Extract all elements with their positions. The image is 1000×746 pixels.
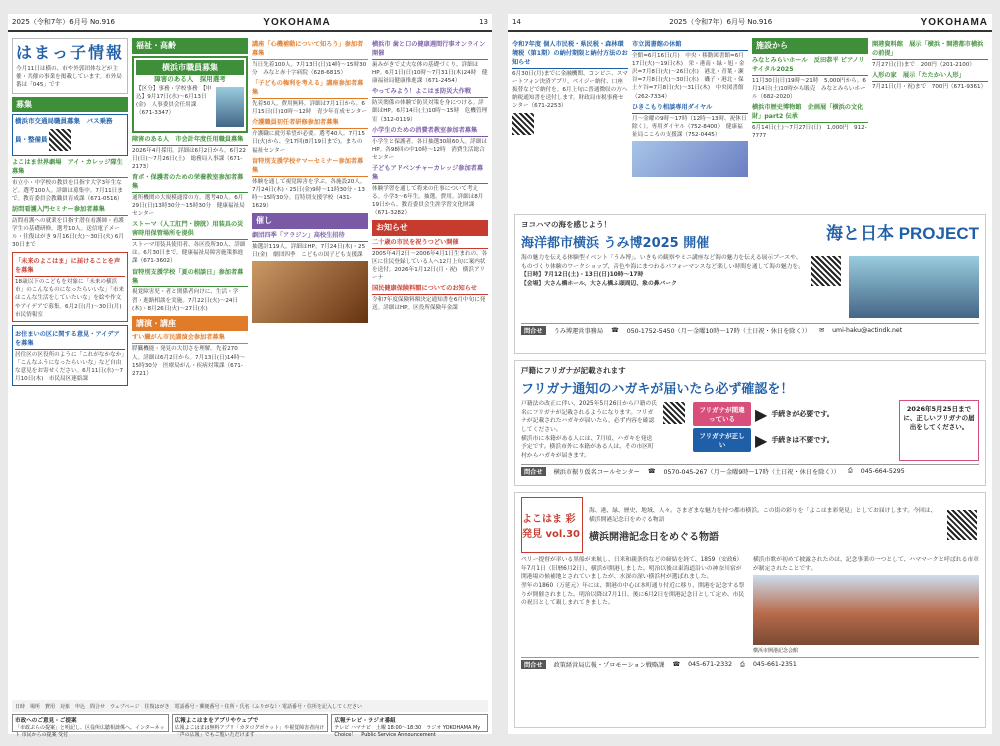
ward-opinion-box — [12, 325, 128, 386]
item-body: 18歳以下のこどもを対象に「未来の横浜市」のこんなものになったらいいな」「市来はこんな生活をしていたいな」を絵や作文やアイデアで募集。6月2日(月)〜30日(月) 市民情報室 — [15, 279, 128, 318]
hydrangea-photo — [632, 141, 748, 177]
recruit-subtitle: 障害のある人 採用選考 — [154, 75, 226, 84]
item-body: 歯みがきで丈夫な体の基礎づくり。詳細はHP。6月1日(日)10時〜7月31日(木)24時 健康福祉局健康推進課（671-2454） — [372, 61, 488, 85]
left-brand: YOKOHAMA — [263, 16, 331, 28]
item-title: 育ボ・保護者のための栄養教室参加者募集 — [132, 174, 248, 193]
item-title: 令和7年度 個人市民税・県民税・森林環境税（第1期）の納付期限と納付方法のお知らせ — [512, 41, 628, 69]
city-staff-recruit-box — [132, 56, 248, 133]
qr-code-icon[interactable] — [811, 256, 841, 286]
saihakken-body: ペリー提督が率いる黒船が来航し、日米和親条約などの締結を経て、1859（安政6）年7月1日（旧暦6月2日）、横浜が開港しました。明治以後は東海道沿いの神奈川宿が開港場の候補地とされていましたが、水深の深い横浜村が選ばれました。 — [521, 557, 743, 581]
saihakken-logo: よこはま 彩発見 vol.30 — [521, 497, 583, 553]
contact-phone: 0570-045-267（月〜金曜9時〜17時（土日祝・休日を除く）） — [663, 468, 840, 476]
contact-name: うみ博運営事務局 — [553, 328, 604, 335]
item-title: 小学生のための消費者教室参加者募集 — [372, 127, 488, 137]
item-body: 通所機関の大規模通常の方。選考40人。6月29日(日)13時30分〜15時30分 健康福祉局センター — [132, 194, 245, 218]
item-title: 介護職員初任者研修参加者募集 — [252, 119, 368, 129]
section-notice-header: お知らせ — [372, 220, 488, 236]
flow-incorrect — [693, 402, 893, 426]
footer-broadcast-body: テレビ ハマナビ 土曜 18:00〜18:30 ラジオ YOKOHAMA My Choice！ Public Service Announcement — [334, 725, 481, 738]
umihaku-kicker: ヨコハマの海を感じよう！ — [521, 220, 611, 229]
section-events-header: 催し — [252, 213, 368, 229]
item-body: 2026年4月採用。詳細は6月2日から。6月22日(日)〜7月26日(土) 総務局人事課（671-2173） — [132, 147, 246, 170]
contact-phone: 050-1752-5450（月〜金曜10時〜17時（土日祝・休日を除く）） — [626, 328, 811, 335]
aladdin-stage-photo — [252, 261, 368, 323]
footer-app-body: 広報よこはまは無料アプリ「カタログポケット」や視覚障害者向け「声の広報」でもご覧いただけます — [174, 725, 325, 738]
item-body: 体験学習を通して将来の仕事について考える。小学3〜6年生。抽選。費用。詳細は8月19日から。教育委員会生涯学習文化財課（671-3282） — [372, 185, 484, 217]
item-title: 人形の家 展示「たたかい人形」 — [872, 72, 988, 82]
footer-app-title: 広報よこはまをアプリやウェブで — [174, 718, 259, 724]
fax-icon: ⎙ — [740, 660, 745, 668]
furigana-body: 戸籍法の改正に伴い、2025年5月26日から戸籍の氏名にフリガナが記載されるようになります。フリガナが記載されたハガキが届いたら、必ず内容を確認してください。 — [521, 401, 657, 434]
section-facility-header: 施設から — [752, 38, 868, 54]
phone-icon: ☎ — [647, 467, 656, 475]
arrow-right-icon: ▶ — [755, 430, 768, 450]
footer-broadcast[interactable] — [331, 714, 488, 738]
furigana-article — [514, 360, 986, 486]
item-body: 体験を通して視覚障害を学ぶ。各施設20人。7月24日(木)・25日(金)9時〜11時30分・13時〜15時30分。盲特別支援学校（431-1629） — [252, 178, 366, 209]
item-body: 抽選計119人。詳細はHP。7月24日(木)・25日(金) 劇団四季 こどもの国子ども支援課 — [252, 243, 366, 258]
item-body: 市立小・中学校の教員を目指す大学3年生など。選考100人。詳細は募集中。7月11日まで。教育委員会教職員育成課（671-0516） — [12, 179, 123, 202]
bus-recruit-ad[interactable] — [12, 114, 128, 155]
phone-icon: ☎ — [611, 327, 619, 334]
umihaku-article — [514, 214, 986, 354]
furigana-body-2: 横浜市に本籍がある人には、7月頃、ハガキを発送予定です。横浜市外に本籍がある人は、その市区町村からハガキが届きます。 — [521, 435, 654, 460]
saihakken-intro: 海、港、緑、歴史、地域、人々。さまざまな魅力を持つ都市横浜。この街の彩りを「よこはま彩発見」としてお届けします。今回は、横浜開港記念日をめぐる物語 — [589, 508, 937, 523]
footer-broadcast-title: 広報テレビ・ラジオ番組 — [334, 718, 396, 724]
left-masthead — [8, 14, 492, 32]
flow-correct-result: 手続きは不要です。 — [771, 436, 834, 444]
flow-incorrect-badge: フリガナが間違っている — [693, 402, 751, 426]
qr-code-icon[interactable] — [947, 510, 977, 540]
qr-code-icon[interactable] — [49, 129, 71, 151]
item-body: 2005年4月2日〜2006年4月1日生まれの、各区に住民登録している人へ12月上旬に案内状を送付。2026年1月12日(月・祝) 横浜アリーナ — [372, 250, 488, 282]
tax-column — [512, 38, 628, 208]
hamakko-logo: はまっ子情報 — [16, 45, 125, 62]
section-welfare-header: 福祉・高齢 — [132, 38, 248, 54]
contact-phone: 045-671-2332 — [688, 661, 733, 669]
section-recruit-header: 募集 — [12, 97, 128, 113]
item-title: 劇団四季「アラジン」高校生招待 — [252, 232, 368, 242]
bus-recruit-text: 横浜市交通局職員募集 バス乗務員・整備員 — [15, 117, 113, 144]
item-title: 障害のある人 市会計年度任用職員募集 — [132, 136, 248, 146]
item-body: 6月30日(月)までに金融機関、コンビニ、スマートフォン決済アプリ、ペイジー納付、口座振替などで納付を。6月上旬に普通徴収の方へ納税通知書を送付します。財政局市税事務センター（671-2253） — [512, 70, 628, 110]
item-body: 防災関係の体験で防災対策を身につける。詳細はHP。6月14日(土)10時〜15時 危機管理室（312-0119） — [372, 100, 488, 123]
recruit-body: 【区分】事務・学校事務 【申込】9月17日(水)〜6月13日(金) 人事委員会任用課（671-3347） — [136, 85, 212, 116]
right-top-columns — [512, 38, 988, 208]
item-title: やってみよう！よこはま防災大作戦 — [372, 88, 488, 98]
item-title: 「子どもの権利を考える」講座参加者募集 — [252, 80, 368, 99]
contact-label: 問合せ — [521, 660, 546, 669]
umihaku-place: 【会場】大さん橋ホール、大さん橋ふ頭周辺、象の鼻パーク — [521, 281, 677, 288]
left-footer — [12, 714, 488, 738]
item-body: 視覚障害児・者と関係者向けに、生活・学習・進路相談を実施。7月22日(火)〜24日(木)・8月26日(火)〜27日(水) — [132, 289, 239, 312]
flow-incorrect-result: 手続きが必要です。 — [771, 410, 834, 418]
item-body: 訪問看護への就業を目指す潜在看護師・看護学生の基礎研修。選考10人。送信電子メール・往復はがき 9月16日(火)〜30日(火) 6月30日まで — [12, 217, 124, 249]
item-body: 介護職に就労希望が必要。選考40人。7月15日(火)から、全17回(8月19日まで)。まちの福祉センター — [252, 131, 365, 154]
item-title: 市立図書館の休館 — [632, 41, 748, 51]
item-body: 居住区の区役所のように「これがなかなか」「こんなふうになったらいいな」など自由な意見をお寄せください。6月11日(水)〜7月10日(木) 市民局区連絡課 — [15, 351, 125, 383]
saihakken-title: 横浜開港記念日をめぐる物語 — [589, 531, 719, 543]
item-title: ひきこもり相談専用ダイヤル — [632, 104, 748, 114]
qr-code-icon[interactable] — [512, 113, 534, 135]
saihakken-article — [514, 492, 986, 728]
left-col-4 — [372, 38, 488, 696]
intro-text: 今月11日は横の、市や外郭団体などが主催・共催の事業を掲載しています。市外局番は「045」です — [16, 66, 122, 89]
left-columns — [12, 38, 488, 696]
city-hall-photo — [216, 87, 244, 127]
item-body: 当日先着100人。7月13日(日)14時〜15時30分 みなと赤十字病院（628-6815） — [252, 61, 367, 77]
item-title: 盲特別支援学校サマーセミナー参加者募集 — [252, 158, 368, 177]
item-title: すい臓がん市民講演会参加者募集 — [132, 334, 248, 344]
mail-icon: ✉ — [818, 327, 825, 334]
contact-fax: 045-664-5295 — [860, 467, 905, 475]
contact-fax: 045-661-2351 — [752, 661, 797, 669]
qr-code-icon[interactable] — [663, 402, 685, 424]
item-body: 6月14日(土)〜7月27日(日) 1,000円 912-7777 — [752, 124, 867, 139]
furigana-deadline: 2026年5月25日までに、正しいフリガナの届出をしてください。 — [899, 400, 979, 461]
left-col-1 — [12, 38, 128, 696]
item-body: 先着50人。費用無料。詳細は7月1日から。6月15日(日)10時〜12時 青少年育成センター — [252, 101, 367, 116]
umihaku-body: 海の魅力を伝える体験型イベント「うみ博」。いきもの観察やミニ講座など海の魅力を伝える展示ブースや、ものづくり体験のワークショップ、音色や海にまつわるパフォーマンスなど楽しい時間を通して海の魅力を。 — [521, 255, 805, 270]
right-issue: 2025（令和7年）6月号 No.916 — [669, 18, 773, 26]
footer-opinion[interactable] — [12, 714, 169, 738]
footer-opinion-body: 「市政ぷらの提案」と明記し、区役所広聴相談係へ。インターネット 市民からの提案 受付 — [15, 725, 165, 738]
item-title: 国民健康保険料額についてのお知らせ — [372, 285, 488, 295]
harbor-photo — [849, 256, 979, 318]
contact-email[interactable]: umi-haku@actindk.net — [832, 327, 903, 334]
umihaku-title: 海洋都市横浜 うみ博2025 開催 — [521, 236, 710, 251]
right-page — [508, 14, 992, 734]
facility-column — [752, 38, 868, 208]
recruit-title: 横浜市職員募集 — [136, 60, 244, 76]
memorial-hall-photo — [753, 575, 979, 645]
item-title: 「未来のよこはま」に届けることを声を募集 — [15, 258, 125, 277]
furigana-contact — [521, 464, 979, 476]
footer-opinion-title: 市政へのご意見・ご提案 — [15, 718, 77, 724]
saihakken-body-3: 横浜市歌が初めて披露されたのは、記念事業の一つとして、ハママークと呼ばれる市章が制定されたことです。 — [753, 557, 979, 572]
left-page-number: 13 — [479, 18, 488, 26]
contact-name: 政策経営局広報・プロモーション戦略課 — [553, 662, 665, 670]
item-title: 訪問看護入門セミナー参加者募集 — [12, 206, 128, 216]
furigana-title: フリガナ通知のハガキが届いたら必ず確認を！ — [521, 382, 794, 397]
contact-name: 横浜市振り仮名コールセンター — [553, 468, 640, 476]
section-lecture-header: 講演・講座 — [132, 316, 248, 332]
item-title: ストーマ（人工肛門・膀胱）用装具の災害時用保管場所を提供 — [132, 221, 248, 240]
contact-label: 問合せ — [521, 467, 546, 476]
hamakko-logo-box — [12, 38, 128, 94]
right-brand: YOKOHAMA — [920, 16, 988, 28]
photo-caption: 横浜市開港記念会館 — [753, 648, 799, 655]
footer-app[interactable] — [172, 714, 329, 738]
item-title: よこはま世界劇場 アイ・カレッジ隊生募集 — [12, 159, 128, 178]
left-page — [8, 14, 492, 738]
furigana-kicker: 戸籍にフリガナが記載されます — [521, 366, 626, 375]
item-body: 膵臓機能・発見の大切さを理解。先着270人。詳細は6月2日から。7月13日(日)14時〜15時30分 医療局がん・疾病対策課（671-2721） — [132, 346, 246, 377]
icon-legend: 日時 場所 費用 対象 申込 問合せ ウェブページ 往復はがき 電話番号・郵便番号・住所・氏名（ふりがな）・電話番号・住所を記入してください — [12, 700, 488, 712]
future-yokohama-box — [12, 252, 128, 322]
item-title: 開港資料館 展示「横浜・開港都市横浜の前提」 — [872, 41, 988, 60]
item-body: 小学生と保護者。各日抽選30組60人。詳細はHP。各98回の中10時〜12時 消費生活総合センター — [372, 138, 487, 161]
left-col-3 — [252, 38, 368, 696]
arrow-right-icon: ▶ — [755, 404, 768, 424]
item-title: 横浜市歴史博物館 企画展「横浜の文化財」part2 伝承 — [752, 104, 868, 123]
right-masthead — [508, 14, 992, 32]
flow-correct-badge: フリガナが正しい — [693, 428, 751, 452]
phone-icon: ☎ — [672, 661, 681, 669]
left-col-2 — [132, 38, 248, 696]
item-body: 月〜金曜の9時〜17時（12時〜13時、祝休日除く）。専用ダイヤル（752-8400） 健康福祉局こころの支援課（752-0445） — [632, 115, 747, 138]
museum-column — [872, 38, 988, 208]
saihakken-body-2: 翌年の1860（万延元）年には、開港の中心は本町通り付近に移り、開港を記念する祭りが開催されました。明治以降は7月1日、後に6月2日を開港記念日として定め、市民の祝日として親しまれてきました。 — [521, 583, 745, 607]
saihakken-contact — [521, 657, 979, 669]
left-issue: 2025（令和7年）6月号 No.916 — [12, 18, 115, 26]
item-body: 全館=6月16日(月) 中央・移動図書館=6月17日(火)〜19日(木) 栄・港南・緑・旭・金沢=7月8日(火)〜26日(水) 港北・青葉・瀬谷=7月8日(火)〜30日(水) 磯子・港北・保土ケ谷=7月8日(火)〜31日(木) 中央図書館（262-7334） — [632, 52, 745, 100]
umihaku-contact — [521, 323, 979, 335]
item-title: 子どもアドベンチャーカレッジ参加者募集 — [372, 165, 488, 184]
item-body: 令和7年度保険料額決定通知書を6月中旬に発送。詳細はHP。区役所保険年金課 — [372, 297, 486, 312]
item-title: 講座「心機補動について知ろう」参加者募集 — [252, 41, 368, 60]
right-page-number: 14 — [512, 18, 521, 26]
item-title: みなとみらいホール 反田恭平 ピアノリサイタル2025 — [752, 57, 868, 76]
item-title: 横浜市 歯と口の健康週間行事オンライン開催 — [372, 41, 488, 60]
item-title: 二十歳の市民を祝うつどい開催 — [372, 239, 488, 249]
item-title: お住まいの区に関する意見・アイデアを募集 — [15, 331, 125, 350]
item-body: 11月30日(日)19時〜21時 5,000円から。6月14日(土)10時から販売 みなとみらいホール（682-2020） — [752, 77, 866, 100]
item-title: 盲特別支援学校「夏の相談日」参加者募集 — [132, 269, 248, 288]
fax-icon: ⎙ — [847, 467, 853, 475]
item-body: ストーマ用装具使用者、各区役所30人、詳細は。6月30日まで。健康福祉局障害施策推進課（671-3602） — [132, 242, 246, 265]
contact-label: 問合せ — [521, 326, 546, 335]
umihaku-date: 【日時】7月12日(土)・13日(日)10時〜17時 — [521, 272, 644, 279]
item-body: 7月21日(月・祝)まで 700円（671-9361） — [872, 84, 987, 91]
flow-correct — [693, 428, 893, 452]
item-body: 7月27日(日)まで 200円（201-2100） — [872, 61, 975, 68]
umi-nihon-logo: 海と日本 PROJECT — [825, 224, 979, 243]
library-column — [632, 38, 748, 208]
